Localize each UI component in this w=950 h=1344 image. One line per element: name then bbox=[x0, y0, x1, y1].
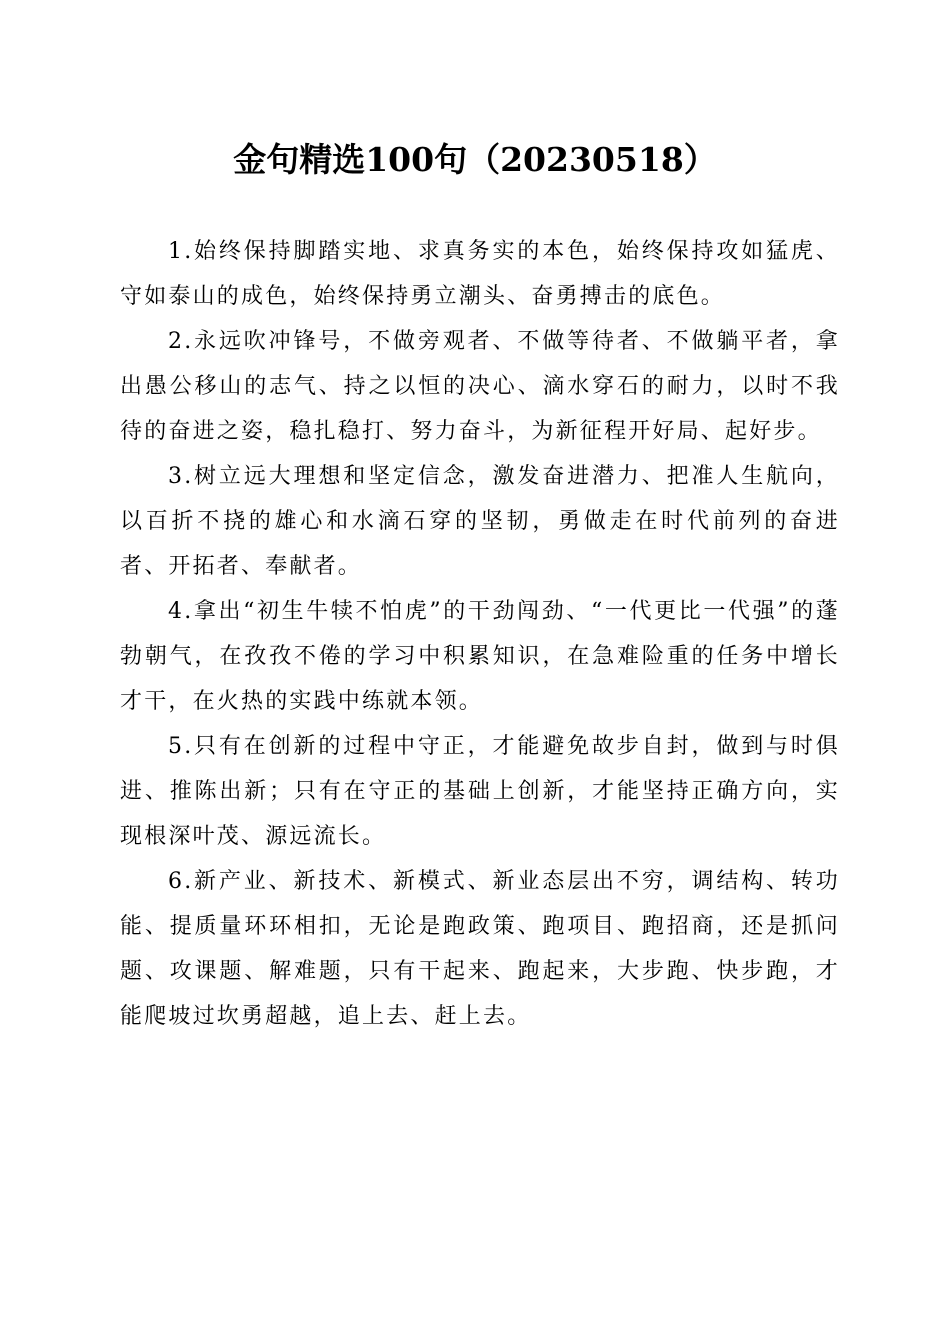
quote-paragraph-5: 5.只有在创新的过程中守正，才能避免故步自封，做到与时俱进、推陈出新；只有在守正的基础上创新，才能坚持正确方向，实现根深叶茂、源远流长。 bbox=[120, 734, 840, 849]
quote-paragraph-4: 4.拿出“初生牛犊不怕虎”的干劲闯劲、“一代更比一代强”的蓬勃朝气，在孜孜不倦的学习中积累知识，在急难险重的任务中增长才干，在火热的实践中练就本领。 bbox=[120, 599, 840, 714]
quote-paragraph-6: 6.新产业、新技术、新模式、新业态层出不穷，调结构、转功能、提质量环环相扣，无论是跑政策、跑项目、跑招商，还是抓问题、攻课题、解难题，只有干起来、跑起来，大步跑、快步跑，才能爬坡过坎勇超越，追上去、赶上去。 bbox=[120, 869, 840, 1029]
document-body bbox=[120, 229, 840, 1039]
quote-paragraph-3: 3.树立远大理想和坚定信念，激发奋进潜力、把准人生航向，以百折不挠的雄心和水滴石穿的坚韧，勇做走在时代前列的奋进者、开拓者、奉献者。 bbox=[120, 464, 840, 579]
quote-paragraph-1: 1.始终保持脚踏实地、求真务实的本色，始终保持攻如猛虎、守如泰山的成色，始终保持勇立潮头、奋勇搏击的底色。 bbox=[120, 239, 840, 309]
quote-paragraph-2: 2.永远吹冲锋号，不做旁观者、不做等待者、不做躺平者，拿出愚公移山的志气、持之以恒的决心、滴水穿石的耐力，以时不我待的奋进之姿，稳扎稳打、努力奋斗，为新征程开好局、起好步。 bbox=[120, 329, 840, 444]
document-title: 金句精选100句（20230518） bbox=[233, 140, 717, 179]
